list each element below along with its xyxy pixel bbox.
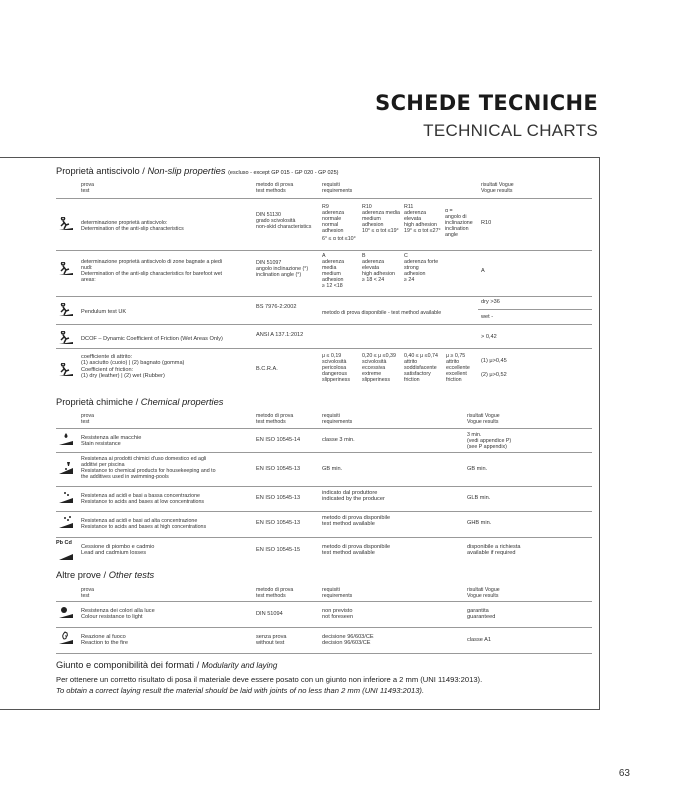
antislip-row3-test: Pendulum test UK: [81, 309, 127, 315]
antislip-row3-result-dry: dry >36: [481, 299, 500, 305]
antislip-row1-r9: R9 aderenza normale normal adhesion 6° ≤ α tot ≤10°: [322, 204, 356, 242]
slip-figure-icon: [58, 303, 74, 317]
antislip-row1-r10: R10 aderenza media medium adhesion 10° ≤ α tot ≤19°: [362, 204, 400, 234]
acid-drops-icon: [58, 490, 74, 504]
other-row2-method: senza prova without test: [256, 634, 287, 647]
chemical-section-title: Proprietà chimiche / Chemical properties: [56, 397, 224, 407]
modularity-title: Giunto e componibilità dei formati / Modularity and laying: [56, 660, 278, 670]
antislip-row2-c: C aderenza forte strong adhesion ≥ 24: [404, 253, 439, 283]
divider: [56, 296, 592, 297]
slip-figure-icon: [58, 262, 74, 276]
antislip-row1-method: DIN 51130 grado scivolosità non-skid characteristics: [256, 212, 312, 230]
antislip-col-test: prova test: [81, 182, 94, 194]
antislip-row5-method: B.C.R.A.: [256, 366, 278, 372]
antislip-row2-result: A: [481, 268, 485, 274]
antislip-row5-q2: 0,20 ≤ μ ≤0,39 scivolosità eccessiva extreme slipperiness: [362, 353, 396, 383]
page-number: 63: [618, 768, 630, 779]
chemical-col-test: prova test: [81, 413, 94, 425]
page-subtitle: TECHNICAL CHARTS: [423, 121, 598, 140]
antislip-row1-alpha: α = angolo di inclinazione inclination angle: [445, 208, 473, 238]
divider: [56, 537, 592, 538]
chemical-row2-req: GB min.: [322, 466, 343, 472]
chemical-col-res: risultati Vogue Vogue results: [467, 413, 500, 425]
chemical-row2-test: Resistenza ai prodotti chimici d'uso domestico ed agli additivi per piscina Resistance to chemical products for housekeeping and to the additives used in swimming-pools: [81, 456, 216, 480]
other-row2-result: classe A1: [467, 637, 491, 643]
antislip-row5-result2: (2) μ>0,52: [481, 372, 507, 378]
antislip-row2-a: A aderenza media medium adhesion ≥ 12 <18: [322, 253, 345, 289]
other-row2-test: Reazione al fuoco Reaction to the fire: [81, 634, 128, 647]
other-section-title: Altre prove / Other tests: [56, 570, 155, 580]
antislip-row1-result: R10: [481, 220, 492, 226]
antislip-row3-req: metodo di prova disponibile - test method available: [322, 310, 442, 316]
divider: [56, 324, 592, 325]
divider: [56, 486, 592, 487]
antislip-row2-b: B aderenza elevata high adhesion ≥ 18 < 24: [362, 253, 395, 283]
antislip-row4-result: > 0,42: [481, 334, 497, 340]
stain-drop-icon: [58, 432, 74, 446]
chemical-col-method: metodo di prova test methods: [256, 413, 294, 425]
chemical-spill-icon: [58, 461, 74, 475]
other-col-req: requisiti requirements: [322, 587, 353, 599]
antislip-col-res: risultati Vogue Vogue results: [481, 182, 514, 194]
divider: [478, 309, 592, 310]
divider: [56, 452, 592, 453]
chemical-row5-method: EN ISO 10545-15: [256, 547, 301, 553]
chemical-row2-result: GB min.: [467, 466, 488, 472]
page-title: SCHEDE TECNICHE: [375, 91, 598, 115]
antislip-section-title: Proprietà antiscivolo / Non-slip properties (escluso - except GP 015 - GP 020 - GP 025): [56, 166, 339, 176]
other-row2-req: decisione 96/603/CE decision 96/603/CE: [322, 634, 374, 647]
chemical-row4-method: EN ISO 10545-13: [256, 520, 301, 526]
antislip-row5-test: coefficiente di attrito: (1) asciutto (cuoio) | (2) bagnato (gomma) Coefficient of friction: (1) dry (leather) | (2) wet (Rubber): [81, 354, 185, 380]
chemical-row4-req: metodo di prova disponibile test method available: [322, 515, 391, 528]
antislip-row5-q1: μ ≤ 0,19 scivolosità pericolosa dangerous slipperiness: [322, 353, 350, 383]
divider: [56, 348, 592, 349]
chemical-col-req: requisiti requirements: [322, 413, 353, 425]
chemical-row1-result: 3 min. (vedi appendice P) (see P appendix): [467, 432, 512, 450]
chemical-row3-method: EN ISO 10545-13: [256, 495, 301, 501]
chemical-row1-test: Resistenza alle macchie Stain resistance: [81, 435, 142, 448]
modularity-text-en: To obtain a correct laying result the material should be laid with joints of no less than 2 mm (UNI 11493:2013).: [56, 686, 425, 695]
slip-figure-icon: [58, 363, 74, 377]
other-row1-req: non previsto not foreseen: [322, 608, 354, 621]
antislip-row5-q3: 0,40 ≤ μ ≤0,74 attrito soddisfacente satisfactory friction: [404, 353, 438, 383]
other-col-res: risultati Vogue Vogue results: [467, 587, 500, 599]
chemical-row4-result: GHB min.: [467, 520, 492, 526]
lead-cadmium-tile-icon: [58, 547, 74, 561]
modularity-text-it: Per ottenere un corretto risultato di posa il materiale deve essere posato con un giunto non inferiore a 2 mm (UNI 11493:2013).: [56, 675, 483, 684]
divider: [56, 428, 592, 429]
fire-flame-icon: [58, 631, 74, 645]
divider: [56, 511, 592, 512]
chemical-row3-result: GLB min.: [467, 495, 491, 501]
chemical-row5-result: disponibile a richiesta available if required: [467, 544, 521, 557]
antislip-row1-test: determinazione proprietà antiscivolo: Determination of the anti-slip characteristics: [81, 220, 184, 232]
antislip-row5-q4: μ ≥ 0,75 attrito eccellente excellent friction: [446, 353, 470, 383]
chemical-row5-test: Cessione di piombo e cadmio Lead and cadmium losses: [81, 544, 155, 557]
antislip-row1-r11: R11 aderenza elevata high adhesion 19° ≤ α tot ≤27°: [404, 204, 441, 234]
chemical-row4-test: Resistenza ad acidi e basi ad alta concentrazione Resistance to acids and bases at high concentrations: [81, 518, 207, 530]
divider: [56, 653, 592, 654]
chemical-row5-req: metodo di prova disponibile test method available: [322, 544, 391, 557]
antislip-row4-test: DCOF – Dynamic Coefficient of Friction (Wet Areas Only): [81, 336, 223, 342]
sun-light-icon: [58, 605, 74, 619]
antislip-row3-method: BS 7976-2:2002: [256, 304, 297, 310]
divider: [56, 601, 592, 602]
acid-drops-icon: [58, 515, 74, 529]
chemical-row3-test: Resistenza ad acidi e basi a bassa concentrazione Resistance to acids and bases at low concentrations: [81, 493, 205, 505]
divider: [56, 250, 592, 251]
chemical-row3-req: indicato dal produttore indicated by the producer: [322, 490, 385, 503]
slip-figure-icon: [58, 331, 74, 345]
other-row1-test: Resistenza dei colori alla luce Colour resistance to light: [81, 608, 155, 621]
antislip-col-method: metodo di prova test methods: [256, 182, 294, 194]
slip-figure-icon: [58, 217, 74, 231]
chemical-row2-method: EN ISO 10545-13: [256, 466, 301, 472]
antislip-row5-result1: (1) μ>0,45: [481, 358, 507, 364]
other-row1-method: DIN 51094: [256, 611, 283, 617]
antislip-row4-method: ANSI A 137.1:2012: [256, 332, 304, 338]
antislip-row3-result-wet: wet -: [481, 314, 494, 320]
other-col-test: prova test: [81, 587, 94, 599]
antislip-row2-test: determinazione proprietà antiscivolo di zone bagnate a piedi nudi: Determination of the anti-slip characteristics for barefoot wet areas:: [81, 259, 223, 283]
other-col-method: metodo di prova test methods: [256, 587, 294, 599]
divider: [56, 198, 592, 199]
antislip-row2-method: DIN 51097 angolo inclinazione (°) inclination angle (°): [256, 260, 309, 278]
other-row1-result: garantita guaranteed: [467, 608, 496, 621]
chemical-row1-method: EN ISO 10545-14: [256, 437, 301, 443]
lead-cadmium-icon: Pb Cd: [56, 540, 72, 546]
antislip-col-req: requisiti requirements: [322, 182, 353, 194]
divider: [56, 627, 592, 628]
chemical-row1-req: classe 3 min.: [322, 437, 355, 443]
